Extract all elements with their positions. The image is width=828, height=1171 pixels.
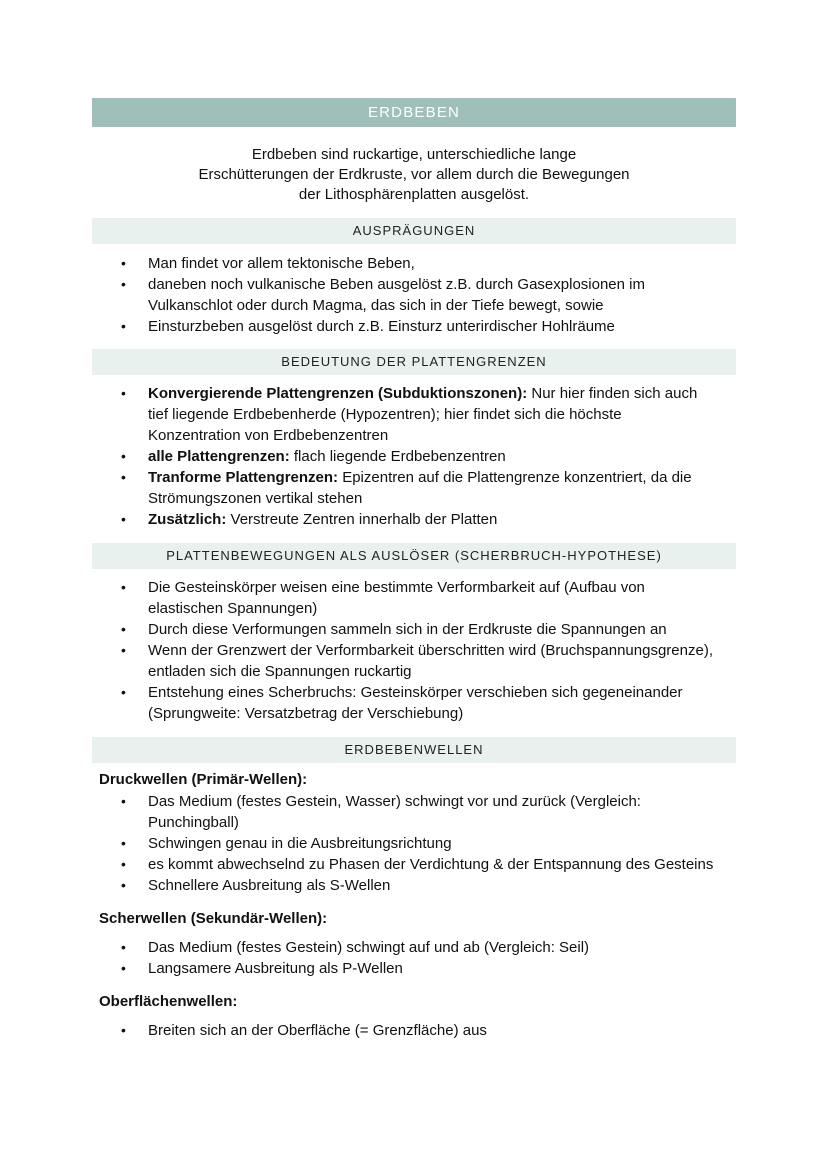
list-item [0,446,828,467]
list-item-line [148,446,738,467]
list-item [0,467,828,509]
list-item-line: Breiten sich an der Oberfläche (= Grenzfläche) aus [148,1022,487,1039]
intro-paragraph [92,145,736,205]
list-item-line: tief liegende Erdbebenherde (Hypozentren); hier findet sich die höchste [148,406,622,423]
list-item-line: entladen sich die Spannungen ruckartig [148,663,412,680]
page-title: ERDBEBEN [92,98,736,127]
bullet-list-scherwellen [0,937,828,979]
list-item [0,316,828,337]
list-item-line: Punchingball) [148,814,239,831]
list-item-bold-label: alle Plattengrenzen: [148,448,290,465]
list-item-bold-label: Tranforme Plattengrenzen: [148,469,339,486]
section-heading-plattengrenzen: BEDEUTUNG DER PLATTENGRENZEN [92,349,736,375]
list-item-line: Einsturzbeben ausgelöst durch z.B. Einsturz unterirdischer Hohlräume [148,318,615,335]
bullet-glyph: • [121,835,126,851]
bullet-glyph: • [121,469,126,485]
bullet-glyph: • [121,642,126,658]
bullet-list-auspraegungen [0,253,828,337]
list-item [0,640,828,682]
list-item [0,937,828,958]
bullet-glyph: • [121,960,126,976]
list-item-line [148,467,738,488]
list-item-line: Entstehung eines Scherbruchs: Gesteinskörper verschieben sich gegeneinander [148,684,683,701]
list-item [0,619,828,640]
list-item-text: Nur hier finden sich auch [527,385,698,402]
bullet-glyph: • [121,877,126,893]
list-item-line: Schwingen genau in die Ausbreitungsrichtung [148,835,452,852]
bullet-glyph: • [121,856,126,872]
section-heading-erdbebenwellen: ERDBEBENWELLEN [92,737,736,763]
list-item [0,854,828,875]
list-item [0,509,828,530]
list-item [0,253,828,274]
list-item-bold-label: Zusätzlich: [148,511,227,528]
bullet-glyph: • [121,939,126,955]
list-item-line: Wenn der Grenzwert der Verformbarkeit überschritten wird (Bruchspannungsgrenze), [148,642,713,659]
bullet-glyph: • [121,579,126,595]
intro-line: Erschütterungen der Erdkruste, vor allem durch die Bewegungen [198,166,630,183]
list-item [0,1020,828,1041]
list-item-line: (Sprungweite: Versatzbetrag der Verschiebung) [148,705,464,722]
list-item-line: daneben noch vulkanische Beben ausgelöst z.B. durch Gasexplosionen im [148,276,645,293]
bullet-list-oberflaechenwellen [0,1020,828,1041]
subheading-druckwellen: Druckwellen (Primär-Wellen): [99,771,308,788]
list-item [0,833,828,854]
list-item-line: Die Gesteinskörper weisen eine bestimmte Verformbarkeit auf (Aufbau von [148,579,645,596]
list-item [0,791,828,833]
bullet-glyph: • [121,793,126,809]
list-item-text: Verstreute Zentren innerhalb der Platten [226,511,498,528]
bullet-glyph: • [121,621,126,637]
bullet-glyph: • [121,385,126,401]
bullet-list-druckwellen [0,791,828,896]
bullet-glyph: • [121,684,126,700]
list-item [0,682,828,724]
intro-line: der Lithosphärenplatten ausgelöst. [298,186,530,203]
list-item [0,958,828,979]
list-item-line: Man findet vor allem tektonische Beben, [148,255,415,272]
section-heading-scherbruch: PLATTENBEWEGUNGEN ALS AUSLÖSER (SCHERBRUCH-HYPOTHESE) [92,543,736,569]
list-item [0,875,828,896]
list-item-bold-label: Konvergierende Plattengrenzen (Subduktionszonen): [148,385,528,402]
list-item [0,274,828,316]
list-item-line: Das Medium (festes Gestein) schwingt auf und ab (Vergleich: Seil) [148,939,590,956]
bullet-glyph: • [121,448,126,464]
bullet-glyph: • [121,1022,126,1038]
list-item-line: Vulkanschlot oder durch Magma, das sich in der Tiefe bewegt, sowie [148,297,604,314]
list-item-line [148,509,738,530]
list-item-line: Schnellere Ausbreitung als S-Wellen [148,877,391,894]
subheading-scherwellen: Scherwellen (Sekundär-Wellen): [99,910,328,927]
list-item [0,577,828,619]
list-item-line: Das Medium (festes Gestein, Wasser) schwingt vor und zurück (Vergleich: [148,793,641,810]
subheading-oberflaechenwellen: Oberflächenwellen: [99,993,238,1010]
list-item-line [148,383,738,404]
list-item-text: flach liegende Erdbebenzentren [289,448,506,465]
list-item-line: Langsamere Ausbreitung als P-Wellen [148,960,403,977]
list-item-text: Epizentren auf die Plattengrenze konzentriert, da die [338,469,692,486]
list-item-line: Konzentration von Erdbebenzentren [148,427,389,444]
bullet-list-plattengrenzen [0,383,828,530]
bullet-glyph: • [121,511,126,527]
list-item-line: elastischen Spannungen) [148,600,318,617]
list-item-line: es kommt abwechselnd zu Phasen der Verdichtung & der Entspannung des Gesteins [148,856,714,873]
list-item-line: Durch diese Verformungen sammeln sich in der Erdkruste die Spannungen an [148,621,667,638]
list-item [0,383,828,446]
bullet-glyph: • [121,318,126,334]
bullet-glyph: • [121,255,126,271]
bullet-glyph: • [121,276,126,292]
list-item-line: Strömungszonen vertikal stehen [148,490,363,507]
bullet-list-scherbruch [0,577,828,724]
intro-line: Erdbeben sind ruckartige, unterschiedliche lange [251,146,577,163]
section-heading-auspraegungen: AUSPRÄGUNGEN [92,218,736,244]
